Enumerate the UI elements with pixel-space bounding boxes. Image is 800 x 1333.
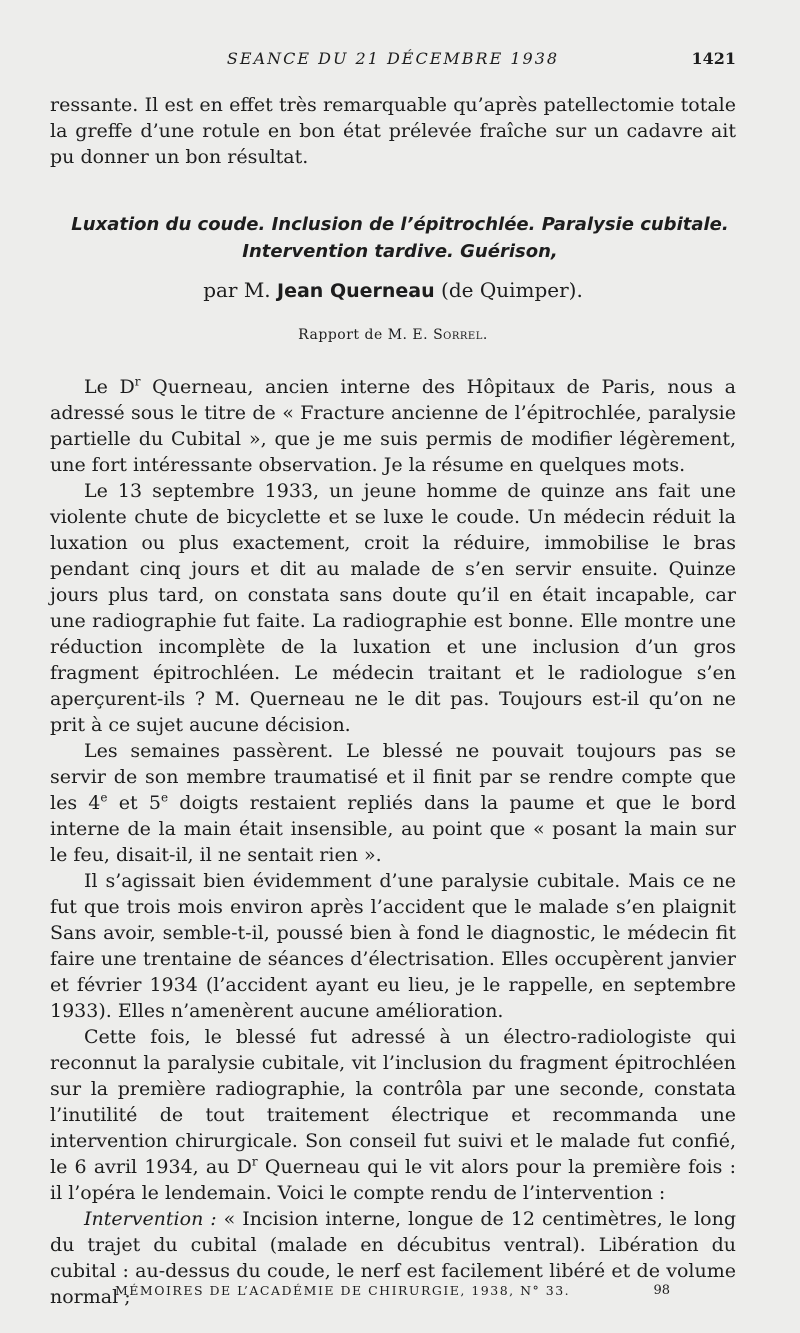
p5-superscript: r bbox=[251, 1154, 258, 1169]
page-footer bbox=[115, 1283, 670, 1303]
byline-prefix: par M. bbox=[203, 278, 271, 302]
p3-text-a: Les semaines passèrent. Le blessé ne pouvait toujours pas se servir de son membre traumatisé et il finit par se rendre compte que les 4 bbox=[50, 740, 736, 814]
intervention-label: Intervention : bbox=[84, 1208, 217, 1230]
continuation-paragraph: ressante. Il est en effet très remarquable qu’après patellectomie totale la greffe d’une rotule en bon état prélevée fraîche sur un cadavre ait pu donner un bon résultat. bbox=[50, 94, 736, 168]
page-header bbox=[50, 47, 736, 73]
article-title bbox=[40, 211, 760, 265]
p5-text-a: Cette fois, le blessé fut adressé à un électro-radiologiste qui reconnut la paralysie cubitale, vit l’inclusion du fragment épitrochléen sur la première radiographie, la contrôla par une seconde, constata l’inutilité de tout traitement électrique et recommanda une intervention chirurgicale. Son conseil fut suivi et le malade fut confié, le 6 avril 1934, au D bbox=[50, 1026, 736, 1178]
byline-suffix: (de Quimper). bbox=[441, 278, 583, 302]
author-name: Jean Querneau bbox=[277, 280, 435, 302]
p3-superscript-2: e bbox=[160, 790, 169, 805]
p3-text-c: doigts restaient repliés dans la paume et que le bord interne de la main était insensible, au point que « posant la main sur le feu, disait-il, il ne sentait rien ». bbox=[50, 792, 736, 866]
paragraph-3 bbox=[50, 738, 736, 868]
report-prefix: Rapport de M. E. bbox=[298, 327, 429, 343]
paragraph-2: Le 13 septembre 1933, un jeune homme de quinze ans fait une violente chute de bicyclette et se luxe le coude. Un médecin réduit la luxation ou plus exactement, croit la réduire, immobilise le bras pendant cinq jours et dit au malade de s’en servir ensuite. Quinze jours plus tard, on constata sans doute qu’il en était incapable, car une radiographie fut faite. La radiographie est bonne. Elle montre une réduction incomplète de la luxation et une inclusion d’un gros fragment épitrochléen. Le médecin traitant et le radiologue s’en aperçurent-ils ? M. Querneau ne le dit pas. Toujours est-il qu’on ne prit à ce sujet aucune décision. bbox=[50, 480, 736, 736]
paragraph-4: Il s’agissait bien évidemment d’une paralysie cubitale. Mais ce ne fut que trois mois environ après l’accident que le malade s’en plaignit Sans avoir, semble-t-il, poussé bien à fond le diagnostic, le médecin fit faire une trentaine de séances d’électrisation. Elles occupèrent janvier et février 1934 (l’accident ayant eu lieu, je le rappelle, en septembre 1933). Elles n’amenèrent aucune amélioration. bbox=[50, 870, 736, 1022]
byline bbox=[50, 276, 736, 305]
p1-superscript: r bbox=[134, 374, 141, 389]
p6-text: « Incision interne, longue de 12 centimètres, le long du trajet du cubital (malade en décubitus ventral). Libération du cubital : au-dessus du coude, le nerf est facilement libéré et de volume normal ; bbox=[50, 1208, 736, 1308]
article-title-line1: Luxation du coude. Inclusion de l’épitrochlée. Paralysie cubitale. bbox=[71, 214, 729, 235]
paragraph-5 bbox=[50, 1024, 736, 1206]
report-name: Sorrel. bbox=[433, 327, 488, 343]
running-title: SEANCE DU 21 DÉCEMBRE 1938 bbox=[226, 49, 560, 68]
p1-text-a: Le D bbox=[84, 376, 135, 398]
journal-reference: MÉMOIRES DE L’ACADÉMIE DE CHIRURGIE, 1938, N° 33. bbox=[115, 1283, 571, 1298]
article-title-line2: Intervention tardive. Guérison, bbox=[242, 241, 558, 262]
signature-mark: 98 bbox=[653, 1283, 670, 1298]
p1-text-b: Querneau, ancien interne des Hôpitaux de Paris, nous a adressé sous le titre de « Fracture ancienne de l’épitrochlée, paralysie partielle du Cubital », que je me suis permis de modifier légèrement, une fort intéressante observation. Je la résume en quelques mots. bbox=[50, 376, 736, 476]
p3-text-b: et 5 bbox=[107, 792, 161, 814]
p5-text-b: Querneau qui le vit alors pour la première fois : il l’opéra le lendemain. Voici le compte rendu de l’intervention : bbox=[50, 1156, 736, 1204]
article-body bbox=[50, 374, 736, 1310]
report-line bbox=[50, 327, 736, 343]
p3-superscript-1: e bbox=[100, 790, 108, 805]
paragraph-1 bbox=[50, 374, 736, 478]
page-number: 1421 bbox=[691, 49, 736, 68]
